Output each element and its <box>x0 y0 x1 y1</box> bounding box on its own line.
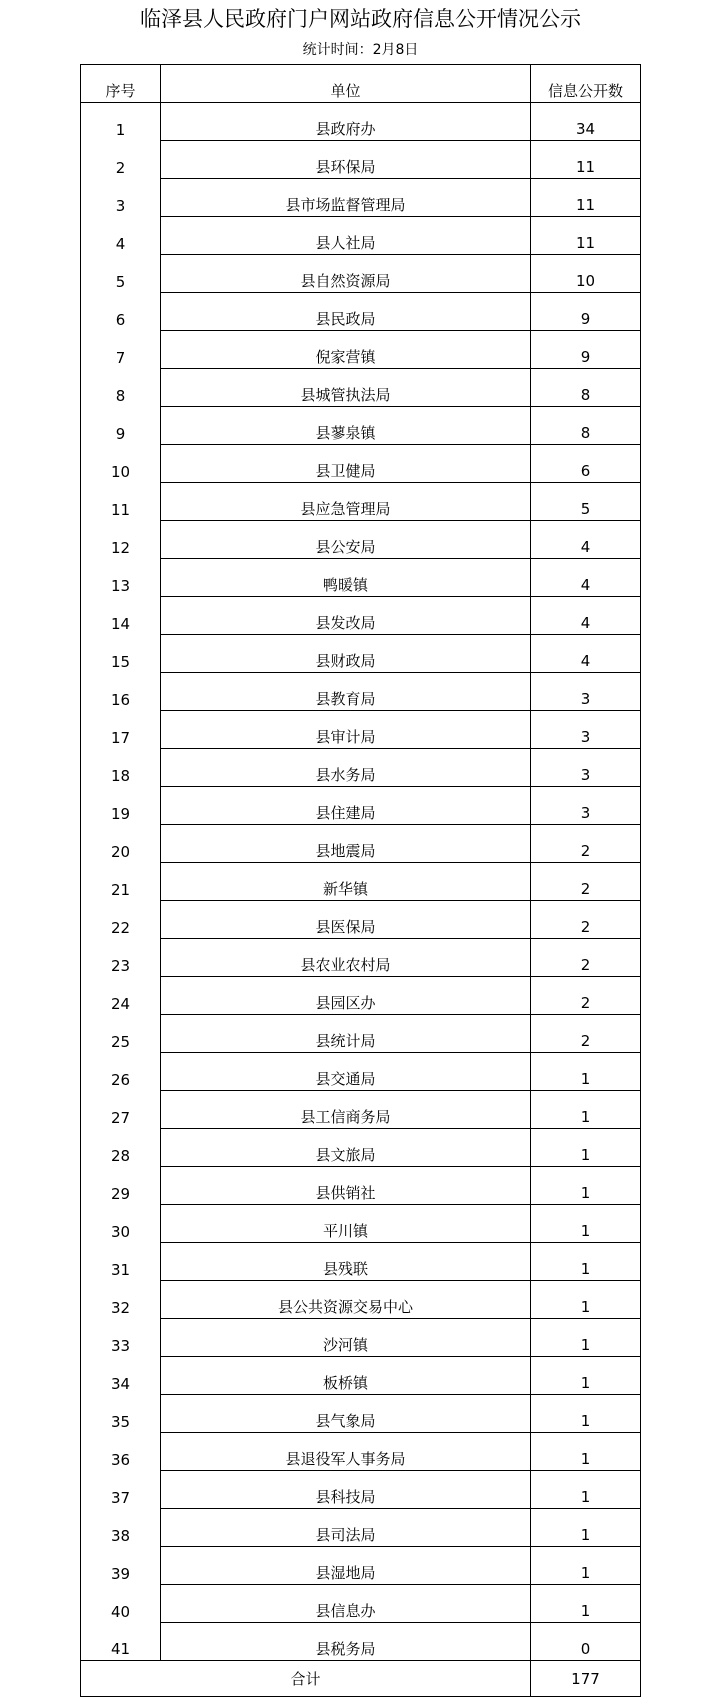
row-unit: 新华镇 <box>161 863 531 901</box>
row-count: 3 <box>531 673 641 711</box>
row-unit: 板桥镇 <box>161 1357 531 1395</box>
row-count: 11 <box>531 179 641 217</box>
row-index: 39 <box>81 1547 161 1585</box>
row-unit: 沙河镇 <box>161 1319 531 1357</box>
table-row <box>81 939 641 977</box>
row-count: 1 <box>531 1509 641 1547</box>
row-index: 12 <box>81 521 161 559</box>
row-index: 15 <box>81 635 161 673</box>
row-unit: 县工信商务局 <box>161 1091 531 1129</box>
row-index: 27 <box>81 1091 161 1129</box>
table-row <box>81 1509 641 1547</box>
row-unit: 县卫健局 <box>161 445 531 483</box>
row-unit: 县供销社 <box>161 1167 531 1205</box>
row-unit: 县公安局 <box>161 521 531 559</box>
table-row <box>81 1243 641 1281</box>
row-count: 11 <box>531 217 641 255</box>
row-index: 22 <box>81 901 161 939</box>
row-unit: 县气象局 <box>161 1395 531 1433</box>
row-count: 3 <box>531 749 641 787</box>
row-count: 3 <box>531 787 641 825</box>
row-index: 31 <box>81 1243 161 1281</box>
row-count: 2 <box>531 977 641 1015</box>
table-row <box>81 825 641 863</box>
table-row <box>81 1129 641 1167</box>
row-count: 1 <box>531 1205 641 1243</box>
table-row <box>81 901 641 939</box>
row-index: 19 <box>81 787 161 825</box>
row-index: 29 <box>81 1167 161 1205</box>
row-count: 1 <box>531 1129 641 1167</box>
table-row <box>81 1205 641 1243</box>
row-unit: 县发改局 <box>161 597 531 635</box>
row-count: 1 <box>531 1319 641 1357</box>
table-row <box>81 521 641 559</box>
table-body <box>81 103 641 1661</box>
row-index: 5 <box>81 255 161 293</box>
row-index: 38 <box>81 1509 161 1547</box>
row-count: 1 <box>531 1471 641 1509</box>
row-index: 21 <box>81 863 161 901</box>
header-unit: 单位 <box>161 65 531 103</box>
row-index: 28 <box>81 1129 161 1167</box>
row-unit: 县医保局 <box>161 901 531 939</box>
table-row <box>81 1015 641 1053</box>
row-unit: 县水务局 <box>161 749 531 787</box>
row-unit: 县交通局 <box>161 1053 531 1091</box>
total-label: 合计 <box>81 1661 531 1697</box>
row-index: 13 <box>81 559 161 597</box>
table-row <box>81 1395 641 1433</box>
row-count: 1 <box>531 1585 641 1623</box>
table-header-row <box>81 65 641 103</box>
row-index: 40 <box>81 1585 161 1623</box>
row-unit: 县残联 <box>161 1243 531 1281</box>
table-row <box>81 369 641 407</box>
row-index: 1 <box>81 103 161 141</box>
table-row <box>81 1167 641 1205</box>
row-index: 24 <box>81 977 161 1015</box>
table-row <box>81 597 641 635</box>
total-row <box>81 1661 641 1697</box>
row-count: 9 <box>531 293 641 331</box>
row-unit: 县民政局 <box>161 293 531 331</box>
table-row <box>81 1053 641 1091</box>
row-index: 41 <box>81 1623 161 1661</box>
row-count: 1 <box>531 1395 641 1433</box>
row-index: 10 <box>81 445 161 483</box>
table-row <box>81 445 641 483</box>
table-row <box>81 977 641 1015</box>
total-value: 177 <box>531 1661 641 1697</box>
row-index: 20 <box>81 825 161 863</box>
row-index: 14 <box>81 597 161 635</box>
row-unit: 县审计局 <box>161 711 531 749</box>
disclosure-table <box>80 64 641 1697</box>
row-index: 2 <box>81 141 161 179</box>
row-unit: 倪家营镇 <box>161 331 531 369</box>
row-index: 36 <box>81 1433 161 1471</box>
row-count: 1 <box>531 1091 641 1129</box>
row-unit: 平川镇 <box>161 1205 531 1243</box>
row-unit: 县信息办 <box>161 1585 531 1623</box>
table-row <box>81 1547 641 1585</box>
table-row <box>81 559 641 597</box>
table-row <box>81 179 641 217</box>
row-index: 23 <box>81 939 161 977</box>
row-index: 34 <box>81 1357 161 1395</box>
row-unit: 县自然资源局 <box>161 255 531 293</box>
table-row <box>81 711 641 749</box>
row-index: 9 <box>81 407 161 445</box>
row-index: 33 <box>81 1319 161 1357</box>
table-row <box>81 407 641 445</box>
row-count: 4 <box>531 521 641 559</box>
row-unit: 县农业农村局 <box>161 939 531 977</box>
row-count: 2 <box>531 863 641 901</box>
row-unit: 县蓼泉镇 <box>161 407 531 445</box>
row-count: 3 <box>531 711 641 749</box>
row-unit: 县市场监督管理局 <box>161 179 531 217</box>
row-count: 9 <box>531 331 641 369</box>
row-count: 4 <box>531 597 641 635</box>
row-unit: 县税务局 <box>161 1623 531 1661</box>
table-row <box>81 1091 641 1129</box>
row-unit: 县科技局 <box>161 1471 531 1509</box>
row-index: 25 <box>81 1015 161 1053</box>
row-count: 4 <box>531 559 641 597</box>
row-unit: 县环保局 <box>161 141 531 179</box>
table-row <box>81 1433 641 1471</box>
table-row <box>81 749 641 787</box>
table-row <box>81 255 641 293</box>
row-index: 37 <box>81 1471 161 1509</box>
table-row <box>81 141 641 179</box>
row-unit: 县教育局 <box>161 673 531 711</box>
table-row <box>81 635 641 673</box>
row-count: 1 <box>531 1281 641 1319</box>
header-index: 序号 <box>81 65 161 103</box>
row-unit: 县园区办 <box>161 977 531 1015</box>
row-index: 4 <box>81 217 161 255</box>
row-index: 16 <box>81 673 161 711</box>
table-row <box>81 1471 641 1509</box>
table-row <box>81 787 641 825</box>
row-index: 35 <box>81 1395 161 1433</box>
row-unit: 县住建局 <box>161 787 531 825</box>
row-index: 3 <box>81 179 161 217</box>
row-count: 11 <box>531 141 641 179</box>
table-row <box>81 1623 641 1661</box>
row-count: 2 <box>531 901 641 939</box>
row-index: 17 <box>81 711 161 749</box>
table-row <box>81 217 641 255</box>
row-unit: 县退役军人事务局 <box>161 1433 531 1471</box>
table-row <box>81 863 641 901</box>
row-count: 8 <box>531 369 641 407</box>
row-index: 32 <box>81 1281 161 1319</box>
table-row <box>81 1281 641 1319</box>
row-unit: 县司法局 <box>161 1509 531 1547</box>
table-row <box>81 293 641 331</box>
table-row <box>81 673 641 711</box>
row-count: 0 <box>531 1623 641 1661</box>
row-unit: 县统计局 <box>161 1015 531 1053</box>
row-count: 10 <box>531 255 641 293</box>
row-unit: 鸭暖镇 <box>161 559 531 597</box>
row-index: 7 <box>81 331 161 369</box>
row-unit: 县财政局 <box>161 635 531 673</box>
row-count: 8 <box>531 407 641 445</box>
row-count: 1 <box>531 1357 641 1395</box>
row-unit: 县公共资源交易中心 <box>161 1281 531 1319</box>
row-count: 1 <box>531 1053 641 1091</box>
row-unit: 县地震局 <box>161 825 531 863</box>
row-unit: 县城管执法局 <box>161 369 531 407</box>
row-unit: 县政府办 <box>161 103 531 141</box>
page-title: 临泽县人民政府门户网站政府信息公开情况公示 <box>140 7 581 31</box>
row-count: 5 <box>531 483 641 521</box>
row-index: 30 <box>81 1205 161 1243</box>
table-row <box>81 483 641 521</box>
table-row <box>81 331 641 369</box>
table-row <box>81 1319 641 1357</box>
row-count: 1 <box>531 1547 641 1585</box>
row-index: 26 <box>81 1053 161 1091</box>
row-count: 4 <box>531 635 641 673</box>
statistics-time: 统计时间：2月8日 <box>302 42 419 58</box>
row-count: 1 <box>531 1243 641 1281</box>
row-unit: 县文旅局 <box>161 1129 531 1167</box>
row-count: 1 <box>531 1167 641 1205</box>
table-row <box>81 1585 641 1623</box>
row-count: 2 <box>531 1015 641 1053</box>
table-row <box>81 1357 641 1395</box>
row-unit: 县湿地局 <box>161 1547 531 1585</box>
row-index: 11 <box>81 483 161 521</box>
row-unit: 县人社局 <box>161 217 531 255</box>
row-index: 6 <box>81 293 161 331</box>
row-unit: 县应急管理局 <box>161 483 531 521</box>
row-index: 8 <box>81 369 161 407</box>
row-count: 2 <box>531 939 641 977</box>
table-row <box>81 103 641 141</box>
row-index: 18 <box>81 749 161 787</box>
header-count: 信息公开数 <box>531 65 641 103</box>
row-count: 34 <box>531 103 641 141</box>
row-count: 6 <box>531 445 641 483</box>
row-count: 1 <box>531 1433 641 1471</box>
row-count: 2 <box>531 825 641 863</box>
